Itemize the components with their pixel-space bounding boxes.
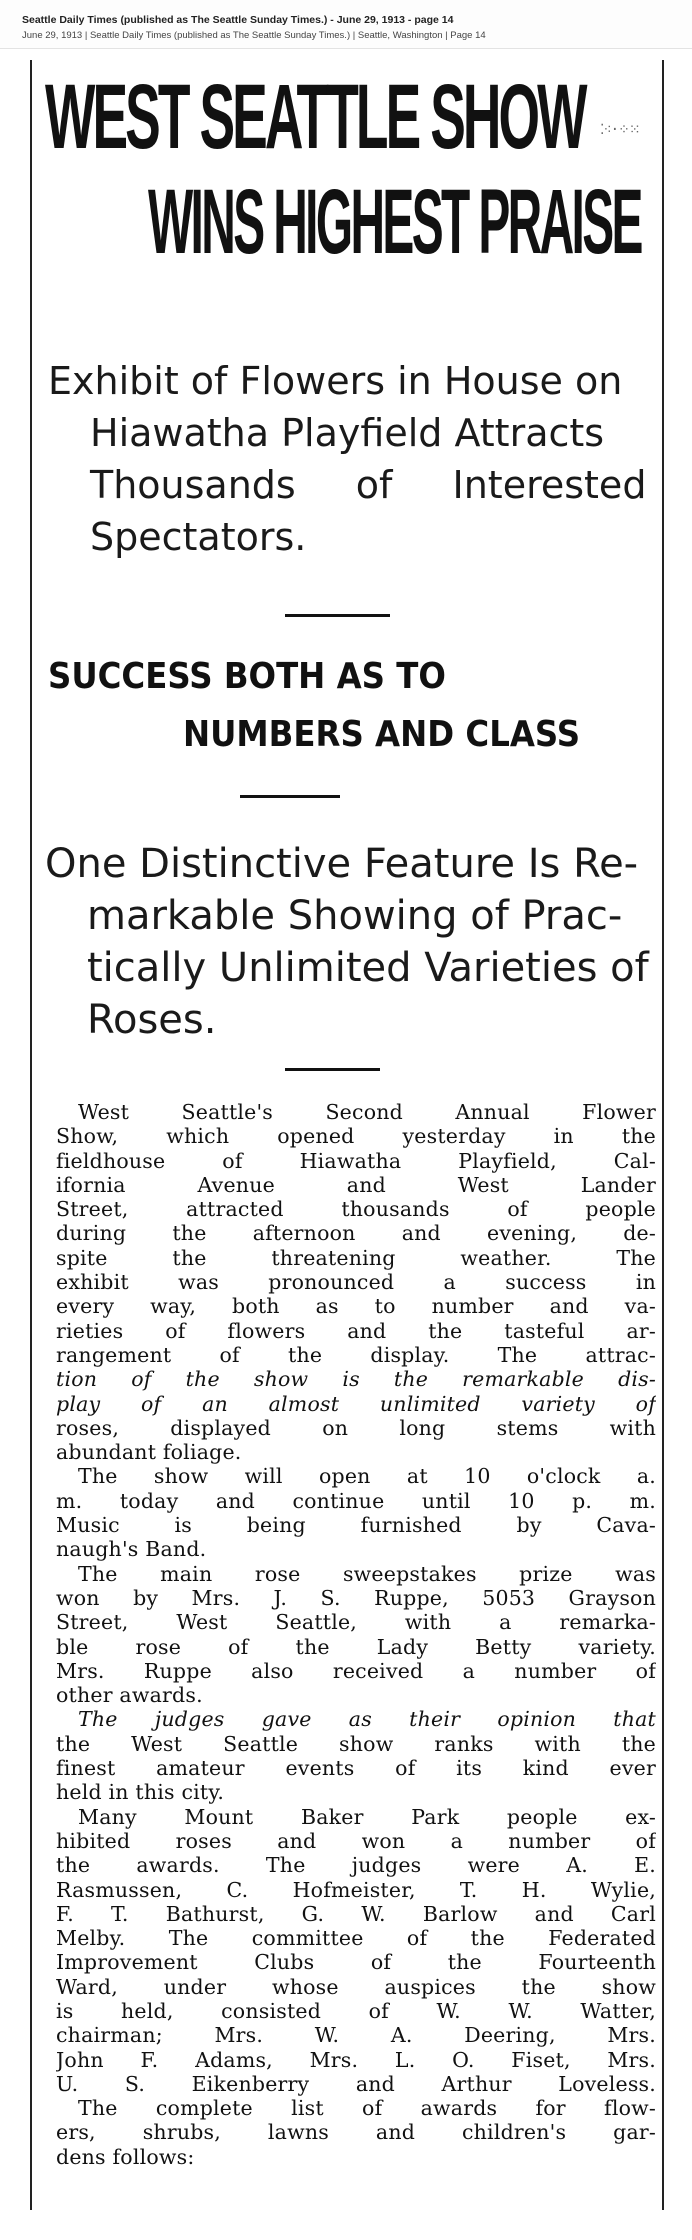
subhead-line: SUCCESS BOTH AS TO bbox=[48, 656, 446, 697]
body-line: naugh's Band. bbox=[56, 1537, 207, 1562]
divider-rule bbox=[285, 1068, 380, 1071]
viewer-header bbox=[0, 0, 692, 49]
body-line: Many Mount Baker Park people ex- bbox=[78, 1804, 656, 1829]
body-line: Show, which opened yesterday in the bbox=[56, 1124, 656, 1149]
headline-line-2: WINS HIGHEST PRAISE bbox=[148, 171, 641, 273]
subhead-line: NUMBERS AND CLASS bbox=[183, 714, 581, 755]
column-rule-right bbox=[662, 60, 664, 2210]
deck-first-line: Spectators. bbox=[90, 515, 307, 559]
body-line: hibited roses and won a number of bbox=[56, 1828, 656, 1853]
deck-first-line: Thousands of Interested bbox=[90, 463, 647, 507]
body-line: spite the threatening weather. The bbox=[56, 1245, 656, 1270]
body-line: ble rose of the Lady Betty variety. bbox=[56, 1634, 656, 1659]
body-line: tion of the show is the remarkable dis- bbox=[56, 1367, 656, 1392]
body-line: rieties of flowers and the tasteful ar- bbox=[56, 1318, 656, 1343]
body-line: Improvement Clubs of the Fourteenth bbox=[56, 1950, 656, 1975]
body-line: The main rose sweepstakes prize was bbox=[78, 1561, 656, 1586]
print-smudge: ⁚⁖·⁘⁙ bbox=[600, 122, 640, 138]
body-line: John F. Adams, Mrs. L. O. Fiset, Mrs. bbox=[56, 2047, 656, 2072]
body-line: Melby. The committee of the Federated bbox=[56, 1926, 656, 1951]
divider-rule bbox=[240, 795, 340, 798]
body-line: every way, both as to number and va- bbox=[56, 1294, 656, 1319]
body-line: m. today and continue until 10 p. m. bbox=[56, 1488, 656, 1513]
body-line: West Seattle's Second Annual Flower bbox=[78, 1100, 656, 1124]
body-line: exhibit was pronounced a success in bbox=[56, 1270, 656, 1295]
body-line: finest amateur events of its kind ever bbox=[56, 1756, 656, 1781]
body-line: is held, consisted of W. W. Watter, bbox=[56, 1998, 656, 2023]
body-line: Street, West Seattle, with a remarka- bbox=[56, 1610, 656, 1635]
body-line: U. S. Eikenberry and Arthur Loveless. bbox=[56, 2071, 656, 2096]
body-line: Mrs. Ruppe also received a number of bbox=[56, 1658, 656, 1683]
body-line: dens follows: bbox=[56, 2144, 195, 2169]
deck-second bbox=[45, 838, 665, 1046]
body-line: rangement of the display. The attrac- bbox=[56, 1342, 656, 1367]
deck-second-line: markable Showing of Prac- bbox=[87, 893, 623, 939]
column-rule-left bbox=[30, 60, 32, 2210]
body-line: fieldhouse of Hiawatha Playfield, Cal- bbox=[56, 1148, 656, 1173]
body-line: abundant foliage. bbox=[56, 1440, 242, 1465]
divider-rule bbox=[285, 614, 390, 617]
subhead bbox=[48, 648, 597, 764]
body-line: play of an almost unlimited variety of bbox=[56, 1391, 656, 1416]
body-line: won by Mrs. J. S. Ruppe, 5053 Grayson bbox=[56, 1585, 656, 1610]
deck-second-line: One Distinctive Feature Is Re- bbox=[45, 841, 639, 887]
body-line: roses, displayed on long stems with bbox=[56, 1415, 656, 1440]
body-line: The complete list of awards for flow- bbox=[78, 2096, 656, 2121]
body-line: other awards. bbox=[56, 1683, 203, 1708]
body-line: chairman; Mrs. W. A. Deering, Mrs. bbox=[56, 2023, 656, 2048]
deck-first-line: Exhibit of Flowers in House on bbox=[48, 359, 623, 403]
body-line: ifornia Avenue and West Lander bbox=[56, 1172, 656, 1197]
viewer-subtitle: June 29, 1913 | Seattle Daily Times (published as The Seattle Sunday Times.) | Seattle, Washington | Page 14 bbox=[22, 30, 486, 41]
body-line: F. T. Bathurst, G. W. Barlow and Carl bbox=[56, 1901, 656, 1926]
body-line: during the afternoon and evening, de- bbox=[56, 1221, 656, 1246]
body-line: the awards. The judges were A. E. bbox=[56, 1853, 656, 1878]
body-line: The show will open at 10 o'clock a. bbox=[78, 1464, 656, 1489]
headline-line-1: WEST SEATTLE SHOW bbox=[45, 66, 585, 168]
deck-first-line: Hiawatha Playfield Attracts bbox=[90, 411, 605, 455]
article-body bbox=[56, 1100, 656, 2169]
body-line: Rasmussen, C. Hofmeister, T. H. Wylie, bbox=[56, 1877, 656, 1902]
body-line: the West Seattle show ranks with the bbox=[56, 1731, 656, 1756]
body-line: held in this city. bbox=[56, 1780, 225, 1805]
body-line: The judges gave as their opinion that bbox=[78, 1707, 656, 1732]
deck-first bbox=[48, 355, 658, 563]
deck-second-line: Roses. bbox=[87, 997, 217, 1043]
body-line: Ward, under whose auspices the show bbox=[56, 1974, 656, 1999]
viewer-title: Seattle Daily Times (published as The Seattle Sunday Times.) - June 29, 1913 - page 14 bbox=[22, 14, 454, 26]
body-line: Street, attracted thousands of people bbox=[56, 1197, 656, 1222]
deck-second-line: tically Unlimited Varieties of bbox=[87, 945, 649, 991]
body-line: Music is being furnished by Cava- bbox=[56, 1513, 656, 1538]
body-line: ers, shrubs, lawns and children's gar- bbox=[56, 2120, 656, 2145]
